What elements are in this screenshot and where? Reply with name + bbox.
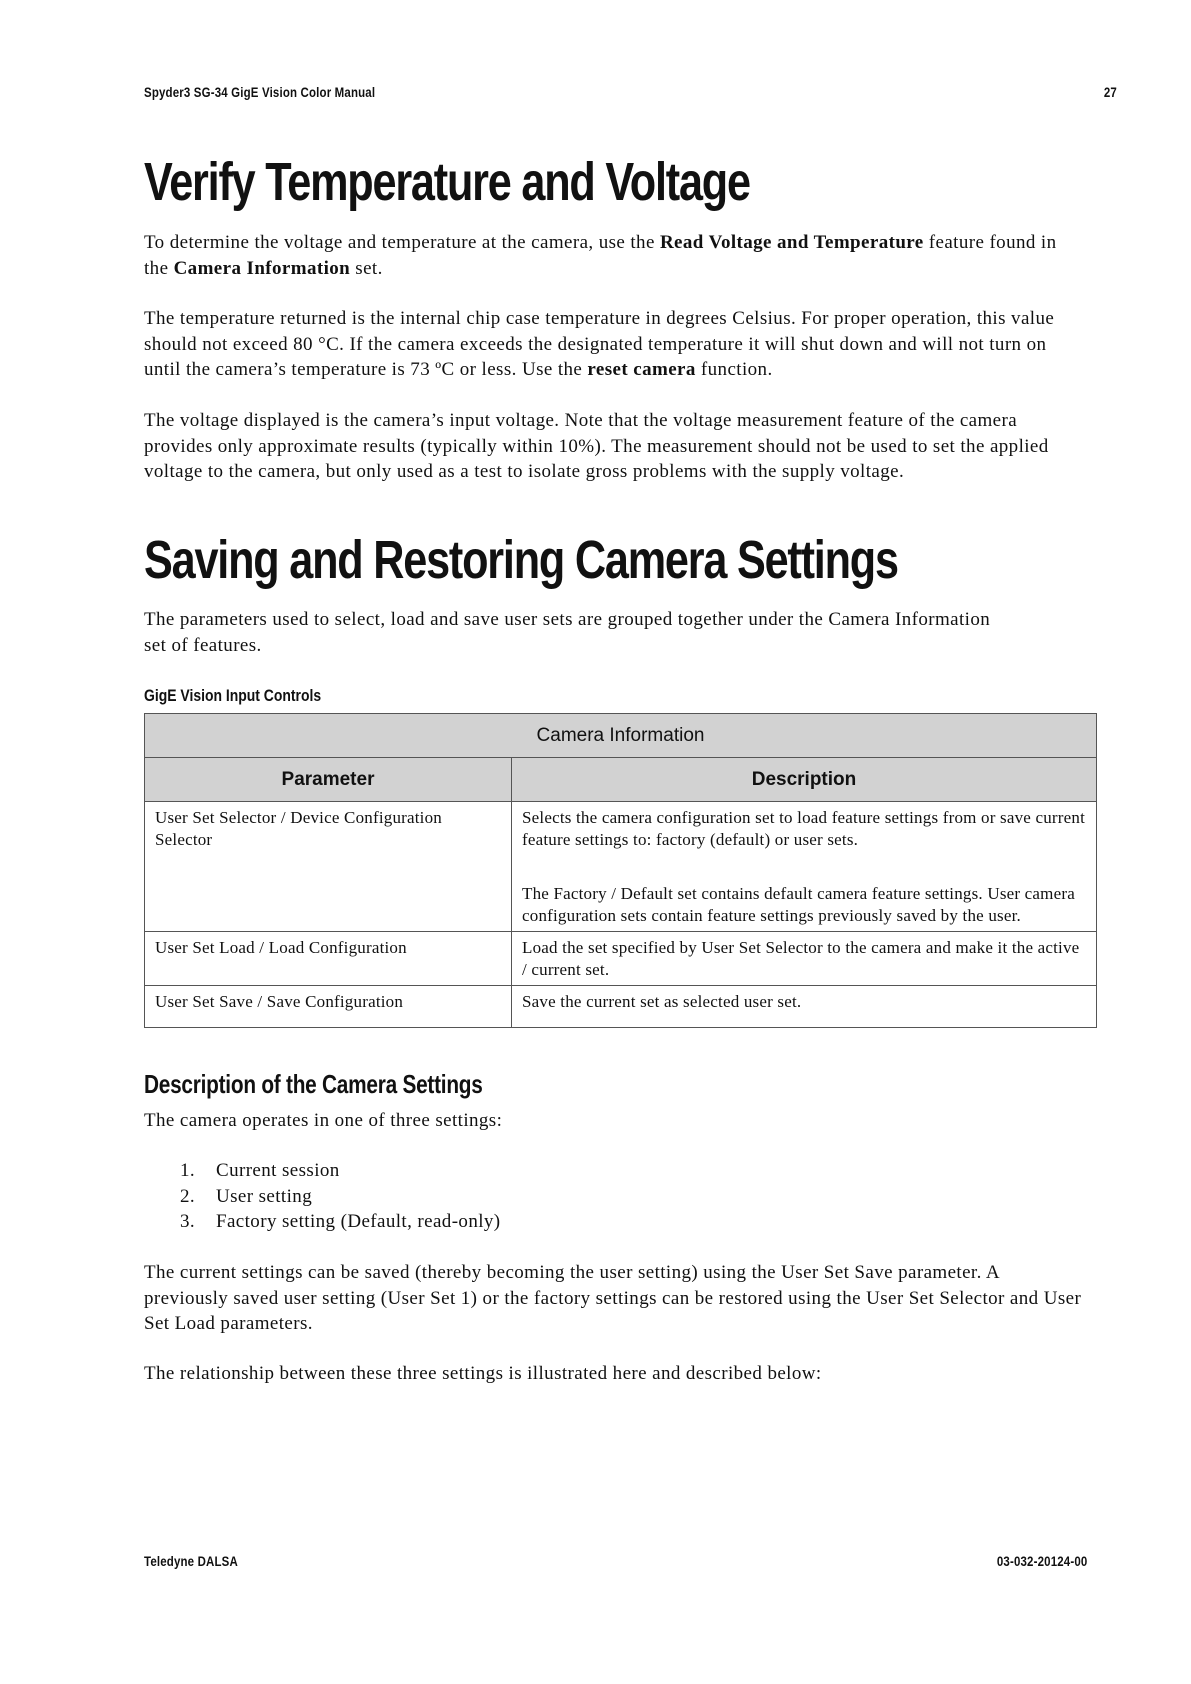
parameter-cell: User Set Load / Load Configuration <box>145 932 512 986</box>
paragraph-temperature: The temperature returned is the internal chip case temperature in degrees Celsius. For proper operation, this value should not exceed 80 °C. If the camera exceeds the designated temperature it will shut down and will not turn on until the camera’s temperature is 73 ºC or less. Use the reset camera function. <box>144 308 1055 380</box>
paragraph-settings-intro: The camera operates in one of three settings: <box>144 1110 503 1131</box>
paragraph-parameters: The parameters used to select, load and save user sets are grouped together under the Camera Information set of features. <box>144 609 991 656</box>
heading-saving-restoring: Saving and Restoring Camera Settings <box>144 530 898 590</box>
table-row <box>145 932 1097 986</box>
bold-read-voltage: Read Voltage and Temperature <box>659 232 924 253</box>
paragraph-voltage: The voltage displayed is the camera’s input voltage. Note that the voltage measurement feature of the camera provides only approximate results (typically within 10%). The measurement should not be used to set the applied voltage to the camera, but only used as a test to isolate gross problems with the supply voltage. <box>144 410 1049 482</box>
column-header-description: Description <box>512 758 1097 802</box>
list-item: 1. Current session <box>180 1160 340 1181</box>
table-row <box>145 986 1097 1028</box>
table-row <box>145 802 1097 932</box>
parameter-cell: User Set Selector / Device Configuration Selector <box>145 802 512 932</box>
description-cell: Save the current set as selected user set. <box>512 986 1097 1028</box>
running-header-title: Spyder3 SG-34 GigE Vision Color Manual <box>144 84 376 100</box>
parameter-cell: User Set Save / Save Configuration <box>145 986 512 1028</box>
column-header-parameter: Parameter <box>145 758 512 802</box>
heading-description-settings: Description of the Camera Settings <box>144 1069 483 1099</box>
paragraph-verify-intro: To determine the voltage and temperature at the camera, use the Read Voltage and Temperature feature found in the Camera Information set. <box>144 232 1057 279</box>
bold-reset-camera: reset camera <box>587 359 696 380</box>
list-item: 2. User setting <box>180 1185 313 1207</box>
heading-verify-temperature: Verify Temperature and Voltage <box>144 152 750 212</box>
settings-list <box>144 1158 501 1235</box>
footer-doc-number: 03-032-20124-00 <box>996 1553 1087 1569</box>
description-cell: Selects the camera configuration set to load feature settings from or save current feature settings to: factory (default) or user sets. The Factory / Default set contains default camera feature settings. User camera configuration sets contain feature settings previously saved by the user. <box>512 802 1097 932</box>
description-cell: Load the set specified by User Set Selector to the camera and make it the active / current set. <box>512 932 1097 986</box>
camera-information-table <box>144 713 1097 1028</box>
bold-camera-information: Camera Information <box>173 257 351 279</box>
paragraph-relationship: The relationship between these three settings is illustrated here and described below: <box>144 1363 822 1384</box>
page-number: 27 <box>1103 84 1117 100</box>
table-caption: GigE Vision Input Controls <box>144 686 322 705</box>
list-item: 3. Factory setting (Default, read-only) <box>180 1211 501 1232</box>
footer-company: Teledyne DALSA <box>144 1553 238 1569</box>
paragraph-current-settings: The current settings can be saved (thereby becoming the user setting) using the User Set Save parameter. A previously saved user setting (User Set 1) or the factory settings can be restored using the User Set Selector and User Set Load parameters. <box>144 1262 1082 1334</box>
table-title: Camera Information <box>145 714 1097 758</box>
